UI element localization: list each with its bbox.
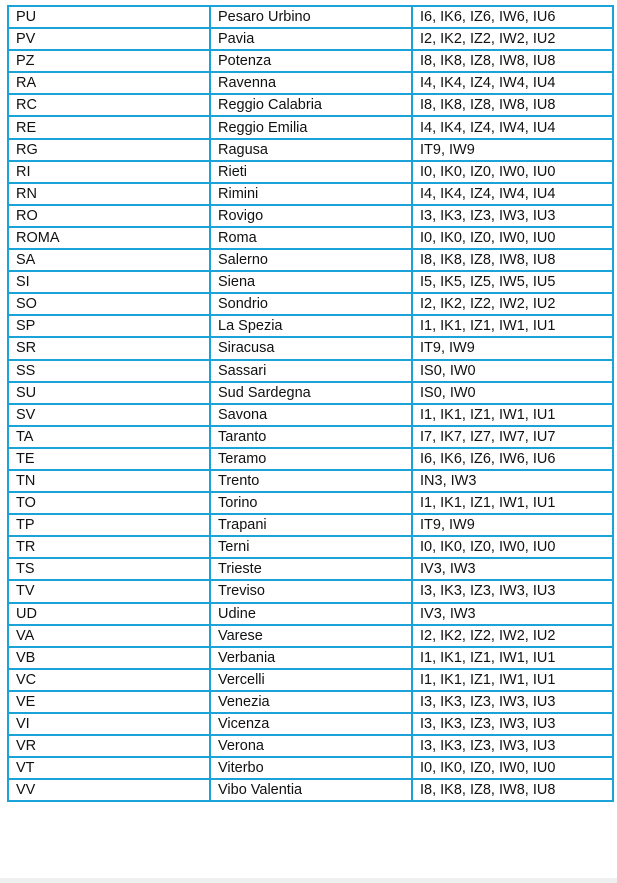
callsign-prefixes-cell: I1, IK1, IZ1, IW1, IU1 [412,669,613,691]
province-name-cell: Vicenza [210,713,412,735]
province-name-cell: Siena [210,271,412,293]
province-code-cell: RN [8,183,210,205]
callsign-prefixes-cell: IT9, IW9 [412,139,613,161]
callsign-prefixes-cell: IT9, IW9 [412,337,613,359]
callsign-prefixes-cell: I1, IK1, IZ1, IW1, IU1 [412,647,613,669]
callsign-prefixes-cell: I7, IK7, IZ7, IW7, IU7 [412,426,613,448]
callsign-prefixes-cell: IT9, IW9 [412,514,613,536]
table-row [8,360,613,382]
table-row [8,647,613,669]
table-row [8,205,613,227]
province-code-cell: PZ [8,50,210,72]
province-code-cell: TV [8,580,210,602]
callsign-prefixes-cell: I8, IK8, IZ8, IW8, IU8 [412,249,613,271]
province-code-cell: RO [8,205,210,227]
province-name-cell: Savona [210,404,412,426]
callsign-prefixes-cell: I3, IK3, IZ3, IW3, IU3 [412,691,613,713]
callsign-prefixes-cell: I1, IK1, IZ1, IW1, IU1 [412,404,613,426]
province-name-cell: Pesaro Urbino [210,6,412,28]
province-name-cell: Sassari [210,360,412,382]
province-name-cell: Pavia [210,28,412,50]
province-code-cell: UD [8,603,210,625]
province-name-cell: Viterbo [210,757,412,779]
callsign-prefixes-cell: I2, IK2, IZ2, IW2, IU2 [412,293,613,315]
province-code-cell: TO [8,492,210,514]
province-code-cell: VC [8,669,210,691]
province-code-cell: VR [8,735,210,757]
callsign-prefixes-cell: I2, IK2, IZ2, IW2, IU2 [412,625,613,647]
callsign-prefixes-cell: I3, IK3, IZ3, IW3, IU3 [412,205,613,227]
callsign-prefixes-cell: I3, IK3, IZ3, IW3, IU3 [412,735,613,757]
callsign-prefixes-cell: I1, IK1, IZ1, IW1, IU1 [412,492,613,514]
province-name-cell: Varese [210,625,412,647]
province-code-cell: SP [8,315,210,337]
table-row [8,713,613,735]
province-code-cell: SI [8,271,210,293]
table-row [8,625,613,647]
table-row [8,426,613,448]
callsign-prefixes-cell: I5, IK5, IZ5, IW5, IU5 [412,271,613,293]
province-code-cell: VT [8,757,210,779]
table-row [8,382,613,404]
table-row [8,603,613,625]
province-code-cell: RC [8,94,210,116]
province-name-cell: Treviso [210,580,412,602]
province-name-cell: Salerno [210,249,412,271]
callsign-prefixes-cell: I8, IK8, IZ8, IW8, IU8 [412,94,613,116]
table-row [8,404,613,426]
province-name-cell: Teramo [210,448,412,470]
province-code-cell: TN [8,470,210,492]
table-row [8,183,613,205]
table-row [8,6,613,28]
province-name-cell: Venezia [210,691,412,713]
table-row [8,116,613,138]
table-row [8,536,613,558]
province-name-cell: Roma [210,227,412,249]
province-code-cell: VB [8,647,210,669]
callsign-prefixes-cell: I6, IK6, IZ6, IW6, IU6 [412,448,613,470]
province-name-cell: Potenza [210,50,412,72]
province-code-cell: TS [8,558,210,580]
province-name-cell: Vibo Valentia [210,779,412,801]
callsign-prefixes-cell: I1, IK1, IZ1, IW1, IU1 [412,315,613,337]
table-row [8,779,613,801]
callsign-prefixes-cell: I0, IK0, IZ0, IW0, IU0 [412,536,613,558]
table-row [8,139,613,161]
table-row [8,558,613,580]
table-row [8,249,613,271]
table-row [8,337,613,359]
province-code-cell: VA [8,625,210,647]
province-code-cell: SA [8,249,210,271]
province-code-cell: SO [8,293,210,315]
callsign-prefixes-cell: I6, IK6, IZ6, IW6, IU6 [412,6,613,28]
province-name-cell: Siracusa [210,337,412,359]
callsign-prefixes-cell: IS0, IW0 [412,382,613,404]
province-code-cell: VI [8,713,210,735]
province-code-cell: RI [8,161,210,183]
province-name-cell: Sud Sardegna [210,382,412,404]
table-row [8,161,613,183]
province-name-cell: Reggio Emilia [210,116,412,138]
province-code-cell: SR [8,337,210,359]
callsign-prefixes-cell: IV3, IW3 [412,558,613,580]
province-code-cell: RA [8,72,210,94]
province-name-cell: Rimini [210,183,412,205]
table-row [8,492,613,514]
table-body [8,6,613,801]
province-code-cell: SU [8,382,210,404]
province-code-cell: VV [8,779,210,801]
callsign-prefixes-cell: I2, IK2, IZ2, IW2, IU2 [412,28,613,50]
table-row [8,580,613,602]
province-prefix-table [7,5,614,802]
province-code-cell: PU [8,6,210,28]
province-name-cell: Vercelli [210,669,412,691]
province-code-cell: PV [8,28,210,50]
province-code-cell: RE [8,116,210,138]
province-name-cell: Terni [210,536,412,558]
callsign-prefixes-cell: I0, IK0, IZ0, IW0, IU0 [412,227,613,249]
callsign-prefixes-cell: I4, IK4, IZ4, IW4, IU4 [412,183,613,205]
table-row [8,315,613,337]
province-code-cell: ROMA [8,227,210,249]
province-code-cell: TP [8,514,210,536]
province-name-cell: Taranto [210,426,412,448]
callsign-prefixes-cell: I4, IK4, IZ4, IW4, IU4 [412,72,613,94]
province-name-cell: Verbania [210,647,412,669]
province-name-cell: La Spezia [210,315,412,337]
table-row [8,271,613,293]
table-row [8,669,613,691]
province-name-cell: Torino [210,492,412,514]
province-name-cell: Ragusa [210,139,412,161]
table-row [8,514,613,536]
table-row [8,735,613,757]
callsign-prefixes-cell: I4, IK4, IZ4, IW4, IU4 [412,116,613,138]
province-code-cell: TA [8,426,210,448]
callsign-prefixes-cell: I8, IK8, IZ8, IW8, IU8 [412,50,613,72]
province-code-cell: TE [8,448,210,470]
province-name-cell: Ravenna [210,72,412,94]
province-code-cell: TR [8,536,210,558]
table-row [8,72,613,94]
province-name-cell: Trieste [210,558,412,580]
callsign-prefixes-cell: I3, IK3, IZ3, IW3, IU3 [412,713,613,735]
callsign-prefixes-cell: I3, IK3, IZ3, IW3, IU3 [412,580,613,602]
province-code-cell: SV [8,404,210,426]
table-row [8,757,613,779]
callsign-prefixes-cell: I8, IK8, IZ8, IW8, IU8 [412,779,613,801]
table-row [8,470,613,492]
table-row [8,227,613,249]
callsign-prefixes-cell: IN3, IW3 [412,470,613,492]
province-name-cell: Udine [210,603,412,625]
province-name-cell: Trento [210,470,412,492]
callsign-prefixes-cell: IS0, IW0 [412,360,613,382]
callsign-prefixes-cell: I0, IK0, IZ0, IW0, IU0 [412,757,613,779]
province-name-cell: Rieti [210,161,412,183]
table-row [8,94,613,116]
table-row [8,293,613,315]
province-name-cell: Trapani [210,514,412,536]
province-code-cell: RG [8,139,210,161]
province-code-cell: VE [8,691,210,713]
table-row [8,50,613,72]
province-name-cell: Rovigo [210,205,412,227]
table-row [8,28,613,50]
province-name-cell: Sondrio [210,293,412,315]
callsign-prefixes-cell: IV3, IW3 [412,603,613,625]
province-name-cell: Verona [210,735,412,757]
table-row [8,448,613,470]
province-code-cell: SS [8,360,210,382]
page-bottom-edge [0,878,617,883]
table-row [8,691,613,713]
province-name-cell: Reggio Calabria [210,94,412,116]
callsign-prefixes-cell: I0, IK0, IZ0, IW0, IU0 [412,161,613,183]
